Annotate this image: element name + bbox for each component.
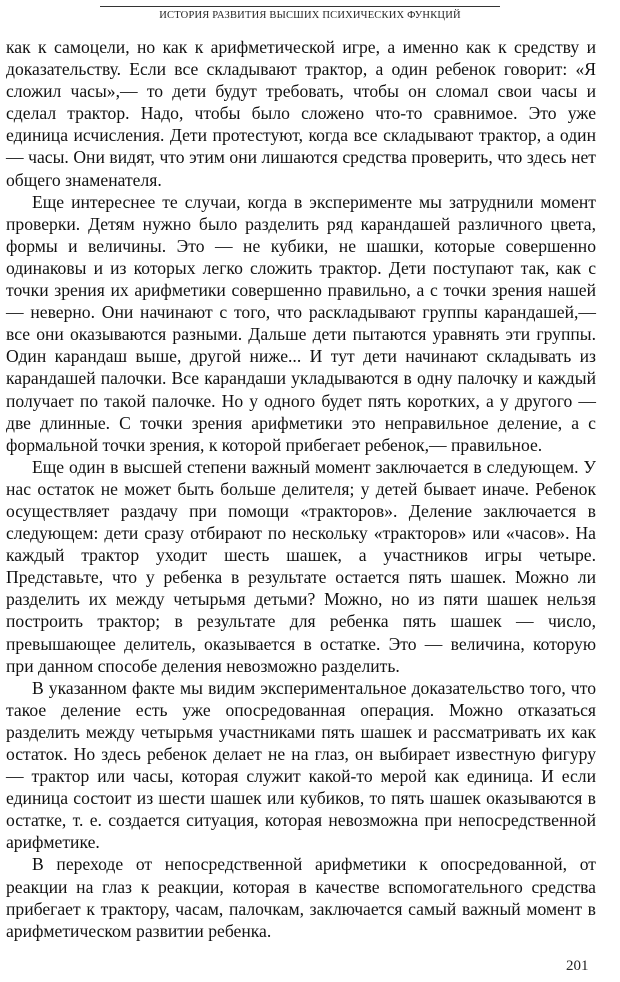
paragraph: В указанном факте мы видим экспериментальное доказательство того, что такое деление есть уже опосредованная операция. Можно отказаться разделить между четырьмя участниками пять шашек и рассматривать их как остаток. Но здесь ребенок делает не на глаз, он выбирает известную фигуру — трактор или часы, которая служит какой-то мерой как единица. И если единица состоит из шести шашек или кубиков, то пять шашек оказываются в остатке, т. е. создается ситуация, которая невозможна при непосредственной арифметике.	[6, 677, 596, 853]
header-rule	[100, 6, 500, 7]
running-head: ИСТОРИЯ РАЗВИТИЯ ВЫСШИХ ПСИХИЧЕСКИХ ФУНКЦИЙ	[159, 10, 461, 21]
paragraph: Еще интереснее те случаи, когда в эксперименте мы затруднили момент проверки. Детям нужно было разделить ряд карандашей различного цвета, формы и величины. Это — не кубики, не шашки, которые совершенно одинаковы и из которых легко сложить трактор. Дети поступают так, как с точки зрения их арифметики совершенно правильно, а с точки зрения нашей — неверно. Они начинают с того, что раскладывают группы карандашей,— все они оказываются разными. Дальше дети пытаются уравнять эти группы. Один карандаш выше, другой ниже... И тут дети начинают складывать из карандашей палочки. Все карандаши укладываются в одну палочку и каждый получает по такой палочке. Но у одного будет пять коротких, а у другого — две длинные. С точки зрения арифметики это неправильное деление, а с формальной точки зрения, к которой прибегает ребенок,— правильное.	[6, 191, 596, 455]
page-number: 201	[566, 958, 589, 974]
main-text	[6, 36, 596, 942]
paragraph: Еще один в высшей степени важный момент заключается в следующем. У нас остаток не может быть больше делителя; у детей бывает иначе. Ребенок осуществляет раздачу при помощи «тракторов». Деление заключается в следующем: дети сразу отбирают по нескольку «тракторов» или «часов». На каждый трактор уходит шесть шашек, а участников игры четыре. Представьте, что у ребенка в результате остается пять шашек. Можно ли разделить их между четырьмя детьми? Можно, но из пяти шашек нельзя построить трактор; в результате для ребенка пять шашек — число, превышающее делитель, оказывается в остатке. Это — величина, которую при данном способе деления невозможно разделить.	[6, 456, 596, 676]
paragraph-continued: как к самоцели, но как к арифметической игре, а именно как к средству и доказательству. Если все складывают трактор, а один ребенок говорит: «Я сложил часы»,— то дети будут требовать, чтобы он сломал свои часы и сделал трактор. Надо, чтобы было сложено что-то сравнимое. Это уже единица исчисления. Дети протестуют, когда все складывают трактор, а один — часы. Они видят, что этим они лишаются средства проверить, что здесь нет общего знаменателя.	[6, 37, 596, 190]
paragraph: В переходе от непосредственной арифметики к опосредованной, от реакции на глаз к реакции, которая в качестве вспомогательного средства прибегает к трактору, часам, палочкам, заключается самый важный момент в арифметическом развитии ребенка.	[6, 854, 596, 941]
